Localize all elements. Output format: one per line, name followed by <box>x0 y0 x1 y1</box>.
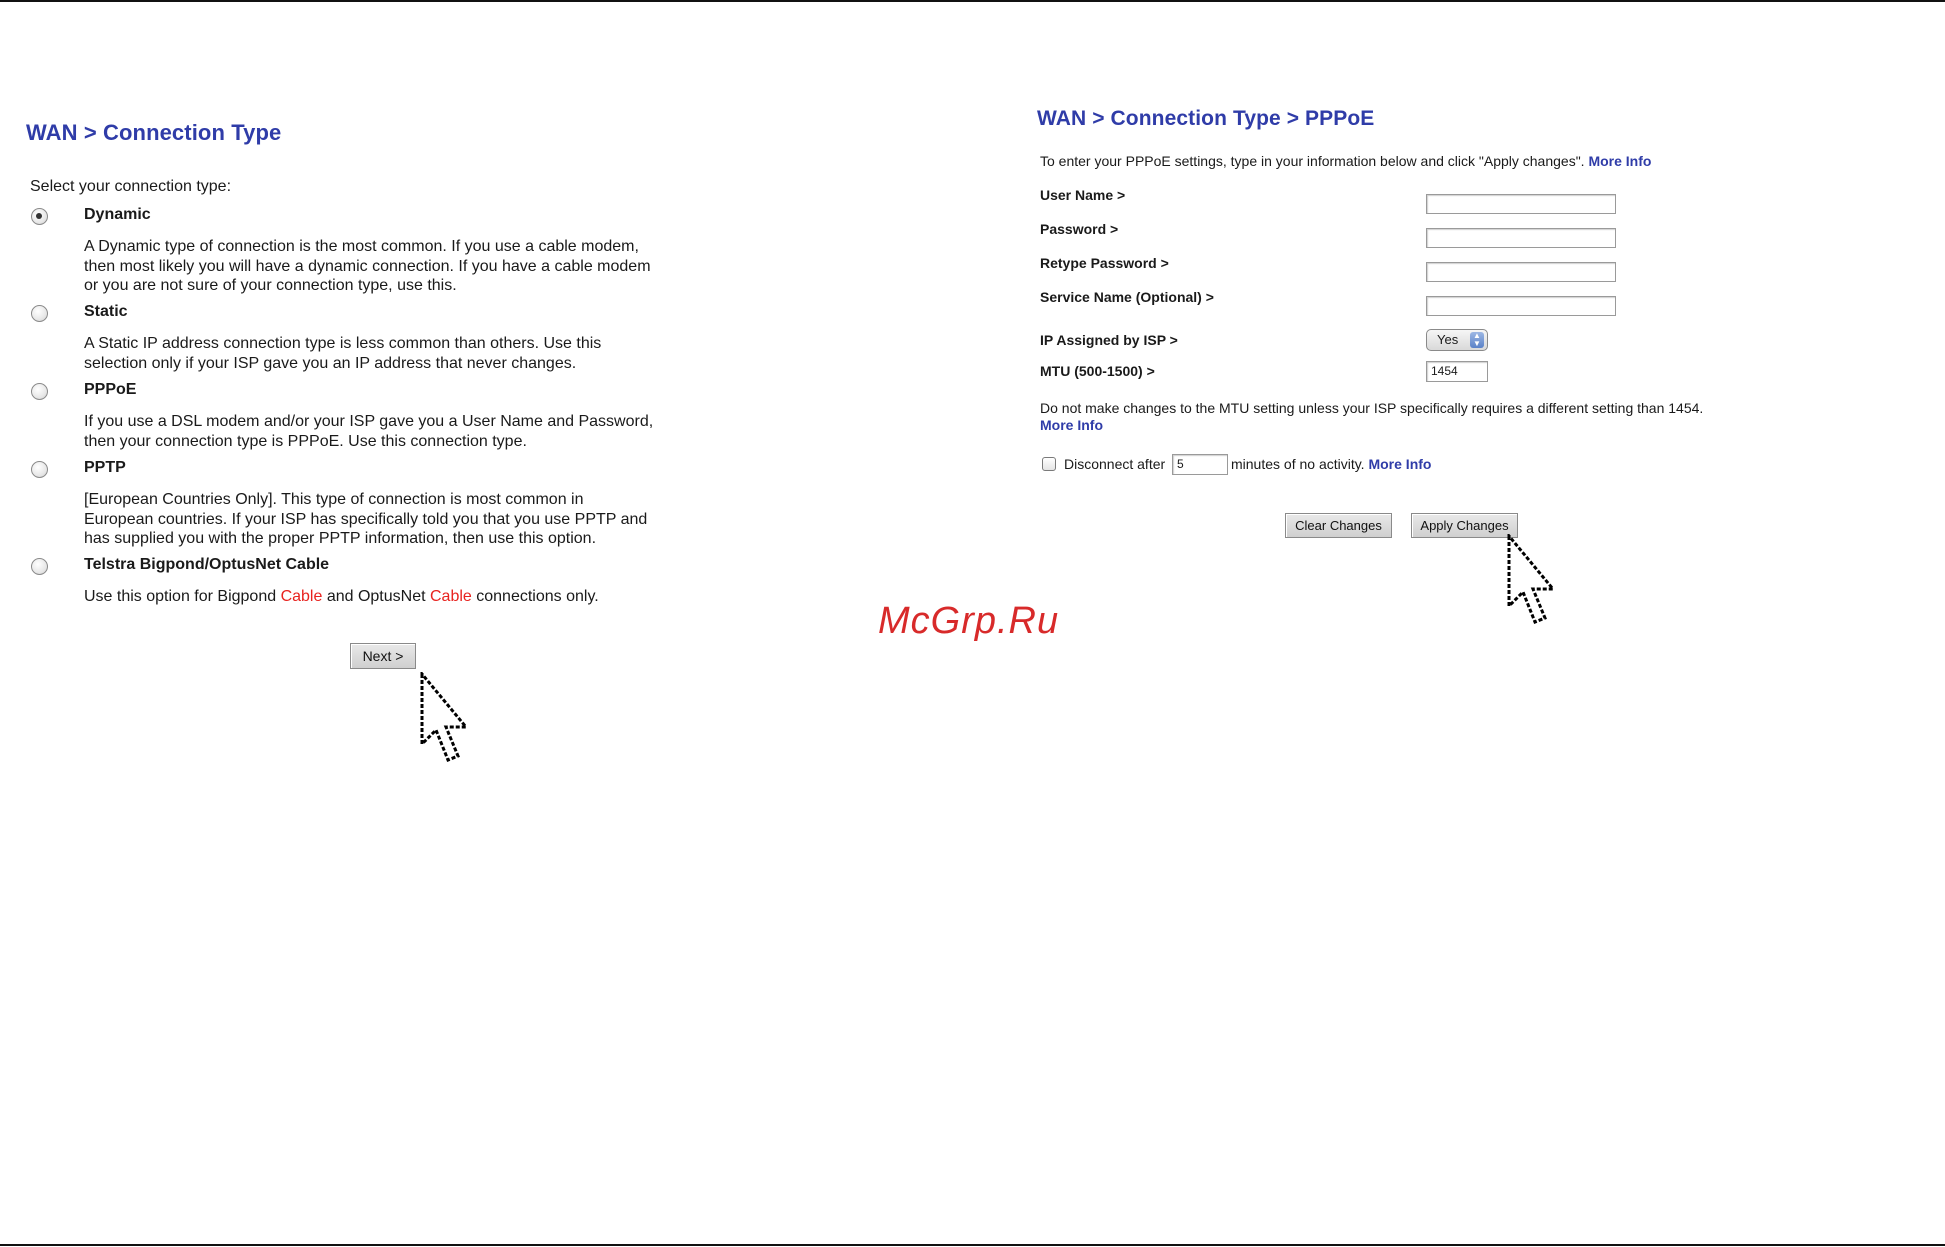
retype-password-input[interactable] <box>1426 262 1616 282</box>
disconnect-minutes-input[interactable]: 5 <box>1172 454 1228 475</box>
clear-changes-button[interactable]: Clear Changes <box>1285 513 1392 538</box>
option-desc-pptp: [European Countries Only]. This type of connection is most common in European countries. If your ISP has specifically told you that you use PPTP and has supplied you with the proper PPTP information, then use this option. <box>84 491 648 547</box>
apply-changes-button[interactable]: Apply Changes <box>1411 513 1518 538</box>
option-title-telstra: Telstra Bigpond/OptusNet Cable <box>84 556 330 573</box>
option-desc-telstra: Use this option for Bigpond Cable and OptusNet Cable connections only. <box>84 588 599 605</box>
service-name-label: Service Name (Optional) > <box>1040 289 1214 305</box>
user-name-label: User Name > <box>1040 187 1126 203</box>
right-page-title: WAN > Connection Type > PPPoE <box>1037 107 1375 130</box>
more-info-link-intro[interactable]: More Info <box>1588 153 1652 169</box>
option-title-pptp: PPTP <box>84 459 126 476</box>
option-title-static: Static <box>84 303 128 320</box>
connection-type-prompt: Select your connection type: <box>30 178 232 195</box>
option-desc-pppoe: If you use a DSL modem and/or your ISP gave you a User Name and Password, then your connection type is PPPoE. Use this connection type. <box>84 413 654 450</box>
disconnect-prefix-text: Disconnect after <box>1064 456 1166 472</box>
password-input[interactable] <box>1426 228 1616 248</box>
user-name-input[interactable] <box>1426 194 1616 214</box>
option-desc-dynamic: A Dynamic type of connection is the most common. If you use a cable modem, then most likely you will have a dynamic connection. If you have a cable modem or you are not sure of your connection type, use this. <box>84 238 651 294</box>
service-name-input[interactable] <box>1426 296 1616 316</box>
mouse-pointer-icon <box>1507 534 1563 630</box>
mtu-input[interactable]: 1454 <box>1426 361 1488 382</box>
pppoe-intro: To enter your PPPoE settings, type in your information below and click "Apply changes". More Info <box>1040 153 1652 169</box>
next-button[interactable]: Next > <box>350 643 416 669</box>
bottom-rule <box>0 1244 1945 1246</box>
radio-pppoe[interactable] <box>31 383 48 400</box>
ip-assigned-label: IP Assigned by ISP > <box>1040 332 1178 348</box>
disconnect-checkbox[interactable] <box>1042 457 1056 471</box>
mouse-pointer-icon <box>420 672 476 768</box>
more-info-link-disconnect[interactable]: More Info <box>1368 456 1432 472</box>
option-title-dynamic: Dynamic <box>84 206 151 223</box>
option-desc-static: A Static IP address connection type is less common than others. Use this selection only if your ISP gave you an IP address that never changes. <box>84 335 602 372</box>
mtu-note: Do not make changes to the MTU setting unless your ISP specifically requires a different setting than 1454. More Info <box>1040 400 1704 433</box>
ip-assigned-select[interactable]: Yes ▲ ▼ <box>1426 329 1488 351</box>
watermark: McGrp.Ru <box>878 600 1060 642</box>
top-rule <box>0 0 1945 2</box>
left-page-title: WAN > Connection Type <box>26 120 282 145</box>
disconnect-suffix-text: minutes of no activity. More Info <box>1231 456 1432 472</box>
more-info-link-mtu[interactable]: More Info <box>1040 417 1103 433</box>
radio-dynamic[interactable] <box>31 208 48 225</box>
retype-password-label: Retype Password > <box>1040 255 1169 271</box>
radio-telstra-bigpond[interactable] <box>31 558 48 575</box>
mtu-label: MTU (500-1500) > <box>1040 363 1155 379</box>
radio-static[interactable] <box>31 305 48 322</box>
password-label: Password > <box>1040 221 1119 237</box>
option-title-pppoe: PPPoE <box>84 381 137 398</box>
radio-pptp[interactable] <box>31 461 48 478</box>
select-arrows-icon: ▲ ▼ <box>1470 332 1484 348</box>
